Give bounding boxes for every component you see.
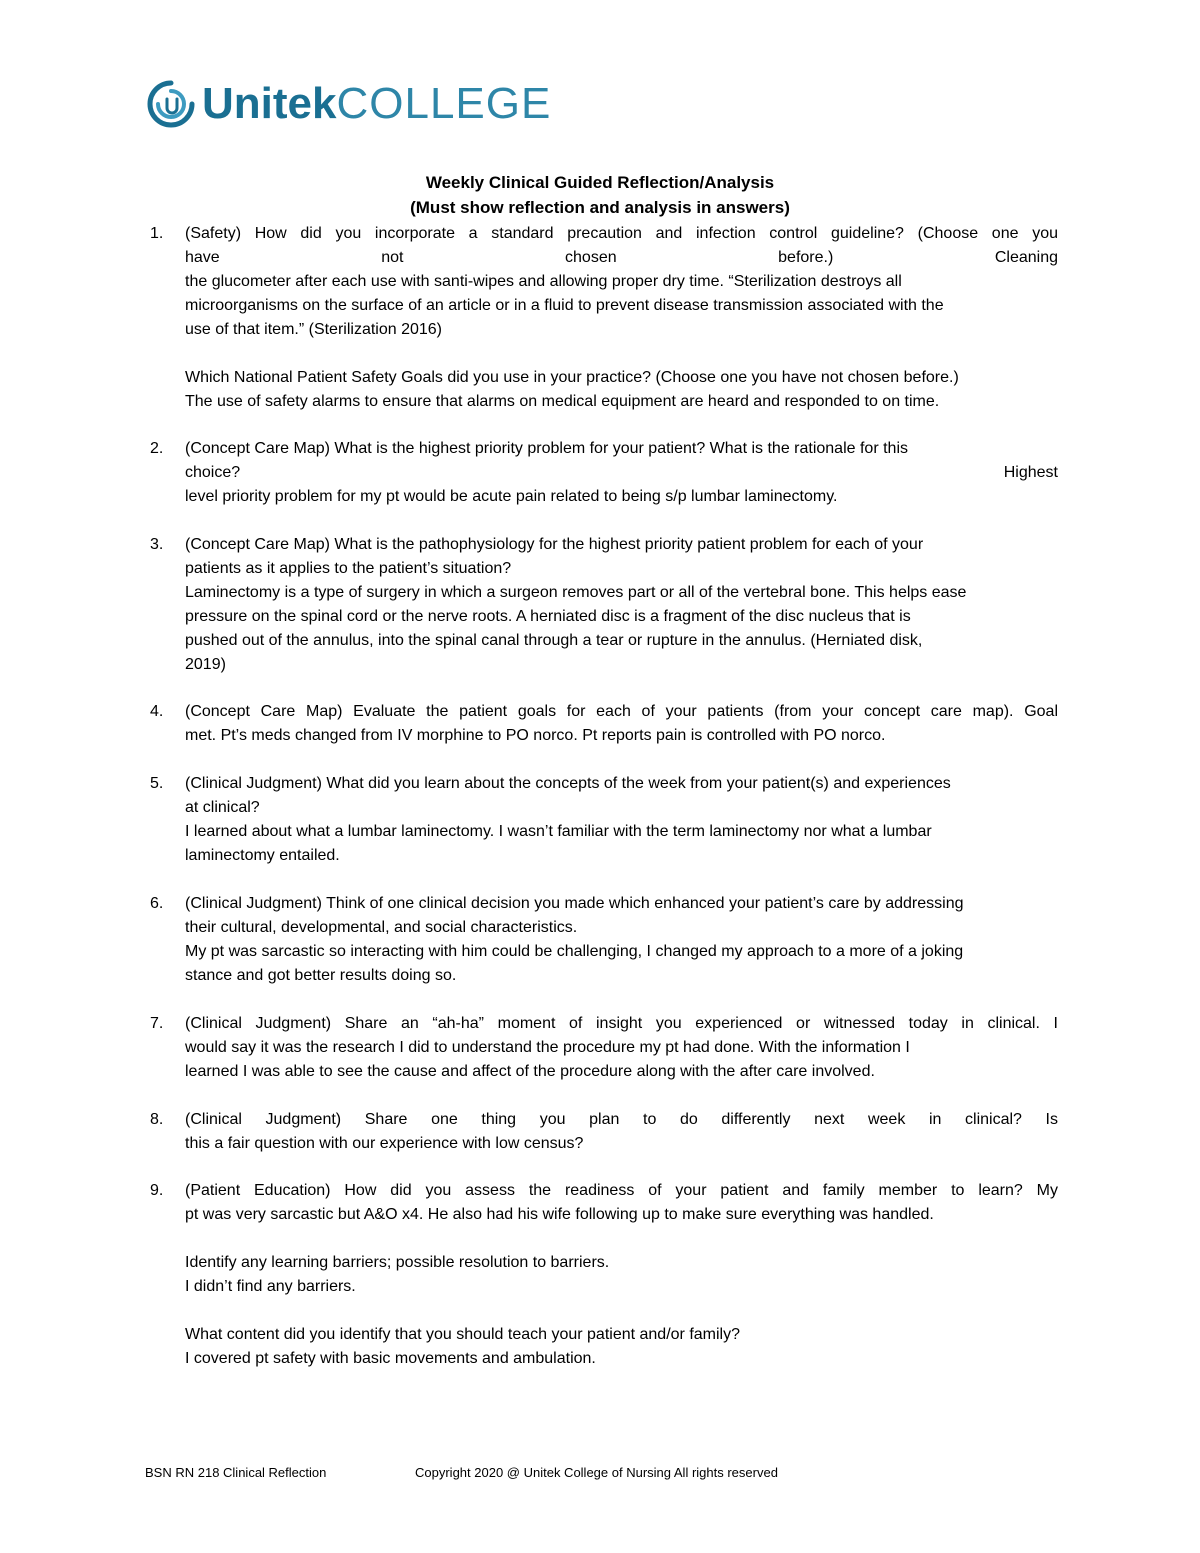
answer-text: pt was very sarcastic but A&O x4. He also had his wife following up to make sure everything was handled. bbox=[185, 1206, 934, 1223]
answer-text: level priority problem for my pt would be acute pain related to being s/p lumbar laminectomy. bbox=[185, 488, 838, 505]
question-text: (Safety) How did you incorporate a standard precaution and infection control guideline? (Choose one you bbox=[185, 225, 1058, 242]
item-number: 6. bbox=[150, 895, 164, 912]
answer-text: pressure on the spinal cord or the nerve roots. A herniated disc is a fragment of the disc nucleus that is bbox=[185, 608, 911, 625]
answer-text: this a fair question with our experience with low census? bbox=[185, 1135, 584, 1152]
question-text: (Patient Education) How did you assess the readiness of your patient and family member to learn? My bbox=[185, 1182, 1058, 1199]
question-text: patients as it applies to the patient’s situation? bbox=[185, 560, 512, 577]
footer-copyright: Copyright 2020 @ Unitek College of Nursing All rights reserved bbox=[415, 1465, 778, 1480]
answer-text: 2019) bbox=[185, 656, 226, 673]
question-text: (Concept Care Map) Evaluate the patient goals for each of your patients (from your concept care map). Goal bbox=[185, 703, 1058, 720]
footer-course-label: BSN RN 218 Clinical Reflection bbox=[145, 1465, 327, 1480]
answer-text: use of that item.” (Sterilization 2016) bbox=[185, 321, 443, 338]
item-number: 4. bbox=[150, 703, 164, 720]
logo-swirl-icon bbox=[146, 79, 196, 129]
question-text: (Clinical Judgment) Share one thing you plan to do differently next week in clinical? Is bbox=[185, 1111, 1058, 1128]
item-number: 7. bbox=[150, 1015, 164, 1032]
answer-text: learned I was able to see the cause and affect of the procedure along with the after care involved. bbox=[185, 1063, 875, 1080]
answer-text: stance and got better results doing so. bbox=[185, 967, 457, 984]
item-number: 8. bbox=[150, 1111, 164, 1128]
answer-text: microorganisms on the surface of an article or in a fluid to prevent disease transmission associated with the bbox=[185, 297, 944, 314]
item-number: 3. bbox=[150, 536, 164, 553]
answer-text: pushed out of the annulus, into the spinal canal through a tear or rupture in the annulus. (Herniated disk, bbox=[185, 632, 923, 649]
question-text: What content did you identify that you should teach your patient and/or family? bbox=[185, 1326, 740, 1343]
question-text: (Clinical Judgment) Share an “ah-ha” moment of insight you experienced or witnessed today in clinical. I bbox=[185, 1015, 1058, 1032]
unitek-college-logo bbox=[146, 80, 551, 128]
item-number: 5. bbox=[150, 775, 164, 792]
question-text: Which National Patient Safety Goals did you use in your practice? (Choose one you have not chosen before.) bbox=[185, 369, 959, 386]
answer-text: My pt was sarcastic so interacting with him could be challenging, I changed my approach to a more of a joking bbox=[185, 943, 964, 960]
question-text: (Clinical Judgment) Think of one clinical decision you made which enhanced your patient’s care by addressing bbox=[185, 895, 964, 912]
answer-text: met. Pt’s meds changed from IV morphine to PO norco. Pt reports pain is controlled with PO norco. bbox=[185, 727, 886, 744]
item-number: 9. bbox=[150, 1182, 164, 1199]
question-text: (Concept Care Map) What is the pathophysiology for the highest priority patient problem for each of your bbox=[185, 536, 924, 553]
answer-text: the glucometer after each use with santi-wipes and allowing proper dry time. “Sterilization destroys all bbox=[185, 273, 902, 290]
question-text: at clinical? bbox=[185, 799, 260, 816]
question-text: (Concept Care Map) What is the highest priority problem for your patient? What is the rationale for this bbox=[185, 440, 908, 457]
question-text: have not chosen before.) Cleaning bbox=[185, 249, 1058, 266]
item-number: 1. bbox=[150, 225, 164, 242]
question-text: Identify any learning barriers; possible resolution to barriers. bbox=[185, 1254, 610, 1271]
item-number: 2. bbox=[150, 440, 164, 457]
answer-text: The use of safety alarms to ensure that alarms on medical equipment are heard and responded to on time. bbox=[185, 393, 940, 410]
answer-text: Laminectomy is a type of surgery in which a surgeon removes part or all of the vertebral bone. This helps ease bbox=[185, 584, 967, 601]
question-text: choice? Highest bbox=[185, 464, 1058, 481]
answer-text: I learned about what a lumbar laminectomy. I wasn’t familiar with the term laminectomy nor what a lumbar bbox=[185, 823, 932, 840]
document-subtitle: (Must show reflection and analysis in answers) bbox=[410, 198, 790, 217]
logo-wordmark: UnitekCOLLEGE bbox=[202, 79, 552, 128]
question-text: their cultural, developmental, and social characteristics. bbox=[185, 919, 578, 936]
answer-text: I covered pt safety with basic movements and ambulation. bbox=[185, 1350, 596, 1367]
question-text: (Clinical Judgment) What did you learn about the concepts of the week from your patient(s) and experiences bbox=[185, 775, 951, 792]
answer-text: would say it was the research I did to understand the procedure my pt had done. With the information I bbox=[185, 1039, 910, 1056]
answer-text: laminectomy entailed. bbox=[185, 847, 340, 864]
document-title: Weekly Clinical Guided Reflection/Analysis bbox=[425, 173, 775, 192]
answer-text: I didn’t find any barriers. bbox=[185, 1278, 356, 1295]
